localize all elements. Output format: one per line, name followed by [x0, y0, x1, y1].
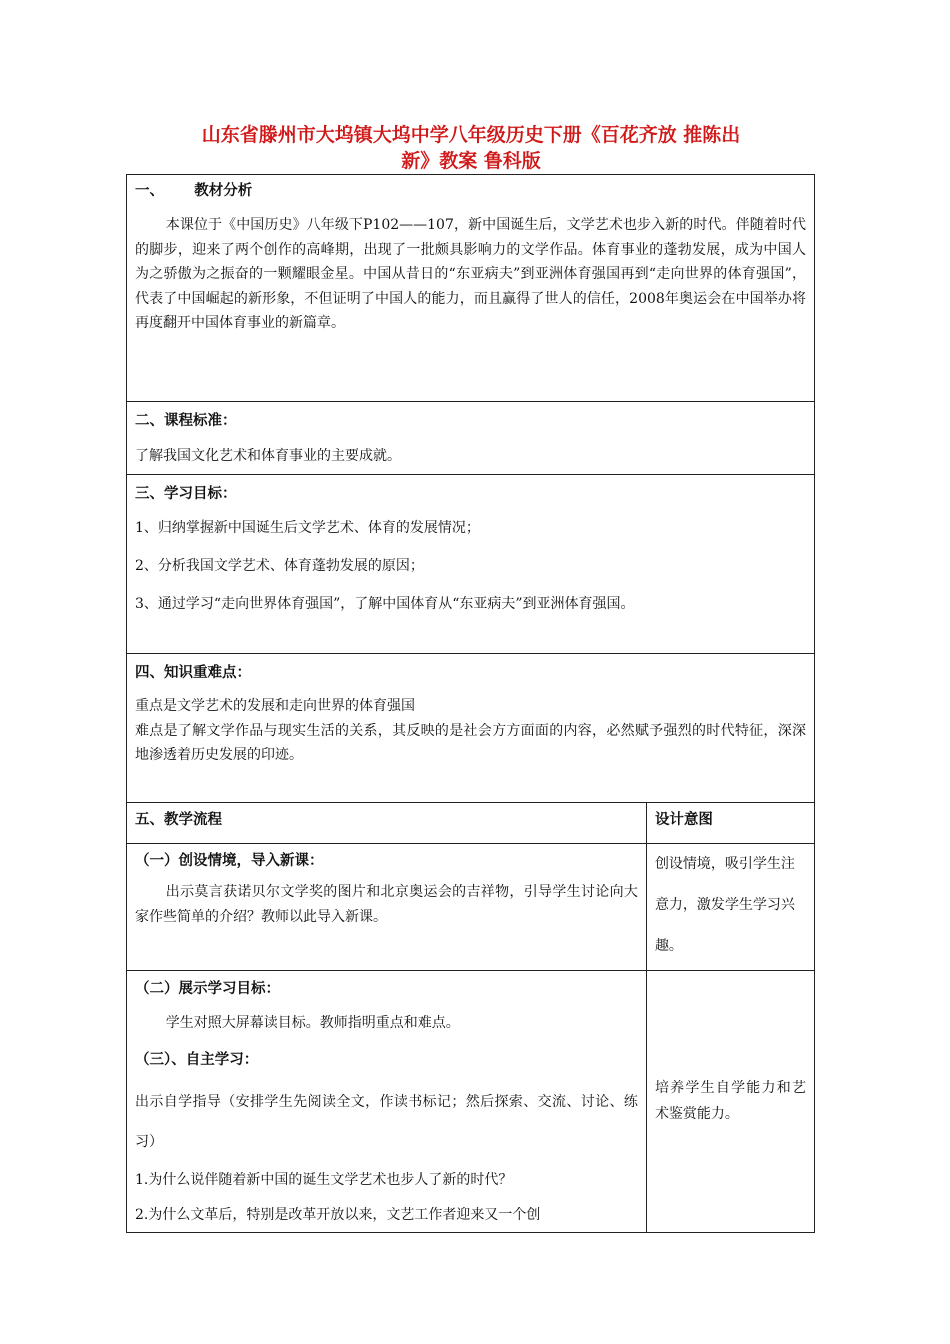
step-body: 出示莫言获诺贝尔文学奖的图片和北京奥运会的吉祥物，引导学生讨论向大家作些简单的介绍？教师以此导入新课。	[135, 884, 638, 925]
goal-item: 3、通过学习“走向世界体育强国”，了解中国体育从“东亚病夫”到亚洲体育强国。	[135, 596, 635, 612]
title-line-1: 山东省滕州市大坞镇大坞中学八年级历史下册《百花齐放 推陈出	[201, 124, 741, 146]
section-body: 了解我国文化艺术和体育事业的主要成就。	[135, 448, 401, 464]
section-heading: 一、 教材分析	[135, 183, 253, 199]
section-heading: 四、知识重难点：	[135, 665, 251, 681]
difficult-point: 难点是了解文学作品与现实生活的关系，其反映的是社会方方面面的内容，必然赋予强烈的时代特征，深深地渗透着历史发展的印迹。	[135, 722, 806, 763]
step-show-goals	[127, 971, 815, 1233]
section-heading: 五、教学流程	[135, 812, 222, 828]
section-textbook-analysis	[127, 175, 815, 402]
step-body: 学生对照大屏幕读目标。教师指明重点和难点。	[165, 1015, 460, 1031]
section-body: 本课位于《中国历史》八年级下P102——107，新中国诞生后，文学艺术也步入新的时代。伴随着时代的脚步，迎来了两个创作的高峰期，出现了一批颇具影响力的文学作品。体育事业的蓬勃发展，成为中国人为之骄傲为之振奋的一颗耀眼金星。中国从昔日的“东亚病夫”到亚洲体育强国再到“走向世界的体育强国”，代表了中国崛起的新形象，不但证明了中国人的能力，而且赢得了世人的信任，2008年奥运会在中国举办将再度翻开中国体育事业的新篇章。	[135, 217, 806, 331]
step-heading: （三）、自主学习：	[135, 1051, 259, 1068]
key-point: 重点是文学艺术的发展和走向世界的体育强国	[135, 698, 415, 714]
design-intent-heading: 设计意图	[654, 812, 713, 828]
step-heading: （二）展示学习目标：	[135, 981, 280, 997]
step-heading: （一）创设情境，导入新课：	[135, 853, 324, 869]
step-create-situation	[127, 844, 815, 971]
question-item: 2.为什么文革后，特别是改革开放以来，文艺工作者迎来又一个创	[135, 1206, 541, 1223]
section-learning-goals	[127, 475, 815, 654]
goal-item: 1、归纳掌握新中国诞生后文学艺术、体育的发展情况；	[135, 520, 480, 536]
goal-item: 2、分析我国文学艺术、体育蓬勃发展的原因；	[135, 558, 424, 574]
section-heading: 二、课程标准：	[135, 413, 237, 429]
section-key-points	[127, 654, 815, 803]
lesson-plan-table	[126, 174, 815, 1233]
self-study-guide: 出示自学指导（安排学生先阅读全文，作读书标记；然后探索、交流、讨论、练习）	[135, 1093, 638, 1150]
section-teaching-process-header	[127, 803, 815, 844]
document-title	[126, 122, 816, 174]
question-item: 1.为什么说伴随着新中国的诞生文学艺术也步人了新的时代？	[135, 1171, 513, 1188]
design-intent-text: 培养学生自学能力和艺术鉴赏能力。	[654, 1080, 806, 1123]
title-line-2: 新》教案 鲁科版	[401, 150, 541, 172]
section-heading: 三、学习目标：	[135, 486, 237, 502]
section-curriculum-standard	[127, 402, 815, 475]
design-intent-text: 创设情境，吸引学生注意力，激发学生学习兴趣。	[654, 856, 795, 954]
